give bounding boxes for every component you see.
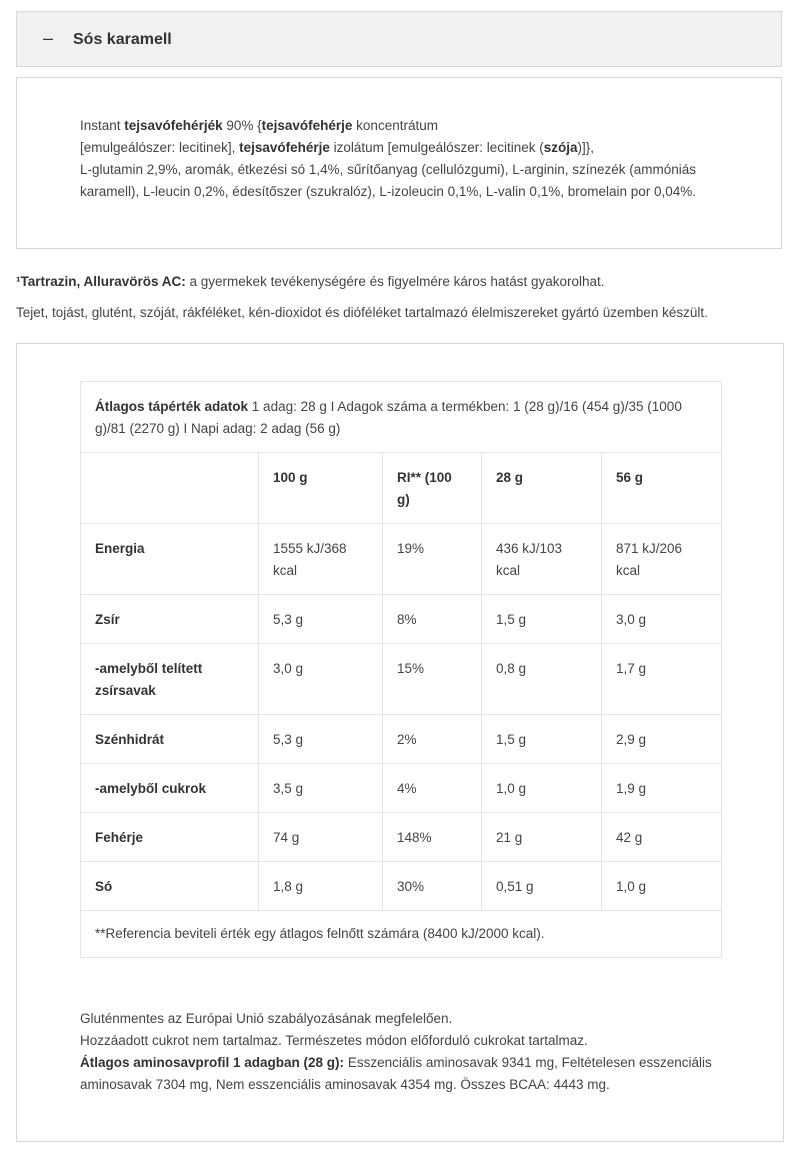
- table-cell: 1,5 g: [482, 595, 602, 644]
- table-cell: 2%: [383, 715, 482, 764]
- table-caption: [81, 382, 722, 453]
- column-header: 56 g: [602, 453, 722, 524]
- table-row: [81, 524, 722, 595]
- table-cell: 1555 kJ/368 kcal: [259, 524, 383, 595]
- ingredient-bold-text: tejsavófehérje: [239, 140, 330, 155]
- table-row: [81, 862, 722, 911]
- table-cell: 1,0 g: [602, 862, 722, 911]
- row-label: Energia: [81, 524, 259, 595]
- ingredient-bold-text: szója: [543, 140, 578, 155]
- row-label: Zsír: [81, 595, 259, 644]
- ingredient-text: [emulgeálószer: lecitinek],: [80, 140, 240, 155]
- table-cell: 148%: [383, 813, 482, 862]
- table-footnote: **Referencia beviteli érték egy átlagos felnőtt számára (8400 kJ/2000 kcal).: [81, 911, 722, 958]
- table-cell: 871 kJ/206 kcal: [602, 524, 722, 595]
- row-label: -amelyből telített zsírsavak: [81, 644, 259, 715]
- amino-profile-note: [80, 1052, 760, 1096]
- column-header: 28 g: [482, 453, 602, 524]
- ingredients-panel: [16, 77, 782, 249]
- colorant-warning: [16, 271, 786, 293]
- ingredient-text: 90% {: [222, 118, 262, 133]
- table-row: [81, 764, 722, 813]
- table-row: [81, 595, 722, 644]
- ingredient-text: koncentrátum: [352, 118, 438, 133]
- table-cell: 1,8 g: [259, 862, 383, 911]
- gluten-free-note: Gluténmentes az Európai Unió szabályozásának megfelelően.: [80, 1011, 453, 1026]
- ingredient-text: Instant: [80, 118, 125, 133]
- accordion-header[interactable]: [16, 11, 782, 67]
- table-cell: 2,9 g: [602, 715, 722, 764]
- table-caption-text: 1 adag: 28 g I Adagok száma a termékben: 1 (28 g)/16 (454 g)/35 (1000 g)/81 (2270 g) I Napi adag: 2 adag (56 g): [95, 399, 682, 436]
- ingredient-bold-text: tejsavófehérje: [261, 118, 353, 133]
- row-label: Szénhidrát: [81, 715, 259, 764]
- table-cell: 21 g: [482, 813, 602, 862]
- footer-notes: [80, 1008, 760, 1096]
- table-cell: 1,0 g: [482, 764, 602, 813]
- accordion-title[interactable]: Sós karamell: [73, 31, 172, 48]
- table-cell: 5,3 g: [259, 715, 383, 764]
- table-cell: 1,5 g: [482, 715, 602, 764]
- table-cell: 436 kJ/103 kcal: [482, 524, 602, 595]
- nutrition-table: [80, 381, 722, 958]
- table-header-row: [81, 453, 722, 524]
- table-row: [81, 644, 722, 715]
- row-label: Só: [81, 862, 259, 911]
- ingredient-text: L-glutamin 2,9%, aromák, étkezési só 1,4%, sűrítőanyag (cellulózgumi), L-arginin, színezék (ammóniás karamell), L-leucin 0,2%, édesítőszer (szukralóz), L-izoleucin 0,1%, L-valin 0,1%, bromelain por 0,04%.: [80, 162, 697, 199]
- table-cell: 19%: [383, 524, 482, 595]
- table-footnote-row: [81, 911, 722, 958]
- collapse-icon[interactable]: –: [43, 28, 54, 48]
- table-cell: 0,51 g: [482, 862, 602, 911]
- table-cell: 15%: [383, 644, 482, 715]
- table-row: [81, 715, 722, 764]
- table-cell: 3,0 g: [259, 644, 383, 715]
- table-cell: 42 g: [602, 813, 722, 862]
- nutrition-panel: [16, 343, 784, 1142]
- column-header: 100 g: [259, 453, 383, 524]
- table-cell: 4%: [383, 764, 482, 813]
- table-cell: 1,9 g: [602, 764, 722, 813]
- allergen-notice: Tejet, tojást, glutént, szóját, rákféléket, kén-dioxidot és dióféléket tartalmazó élelmiszereket gyártó üzemben készült.: [16, 305, 708, 320]
- table-cell: 8%: [383, 595, 482, 644]
- table-cell: 1,7 g: [602, 644, 722, 715]
- table-cell: 0,8 g: [482, 644, 602, 715]
- colorant-warning-text: a gyermekek tevékenységére és figyelmére káros hatást gyakorolhat.: [185, 274, 605, 289]
- table-cell: 3,0 g: [602, 595, 722, 644]
- table-cell: 74 g: [259, 813, 383, 862]
- table-row: [81, 813, 722, 862]
- table-caption-label: Átlagos tápérték adatok: [95, 399, 249, 414]
- table-cell: 30%: [383, 862, 482, 911]
- table-cell: 3,5 g: [259, 764, 383, 813]
- row-label: Fehérje: [81, 813, 259, 862]
- ingredient-text: )]},: [577, 140, 594, 155]
- sugar-note: Hozzáadott cukrot nem tartalmaz. Természetes módon előforduló cukrokat tartalmaz.: [80, 1033, 588, 1048]
- column-header: RI** (100 g): [383, 453, 482, 524]
- amino-profile-text: Esszenciális aminosavak 9341 mg, Feltételesen esszenciális aminosavak 7304 mg, Nem esszenciális aminosavak 4354 mg. Összes BCAA: 4443 mg.: [80, 1055, 712, 1092]
- ingredient-bold-text: tejsavófehérjék: [124, 118, 223, 133]
- ingredient-text: izolátum [emulgeálószer: lecitinek (: [329, 140, 544, 155]
- column-header: [81, 453, 259, 524]
- colorant-warning-label: ¹Tartrazin, Alluravörös AC:: [16, 274, 186, 289]
- table-caption-row: [81, 382, 722, 453]
- row-label: -amelyből cukrok: [81, 764, 259, 813]
- amino-profile-label: Átlagos aminosavprofil 1 adagban (28 g):: [80, 1055, 345, 1070]
- table-cell: 5,3 g: [259, 595, 383, 644]
- ingredients-text: [80, 115, 720, 203]
